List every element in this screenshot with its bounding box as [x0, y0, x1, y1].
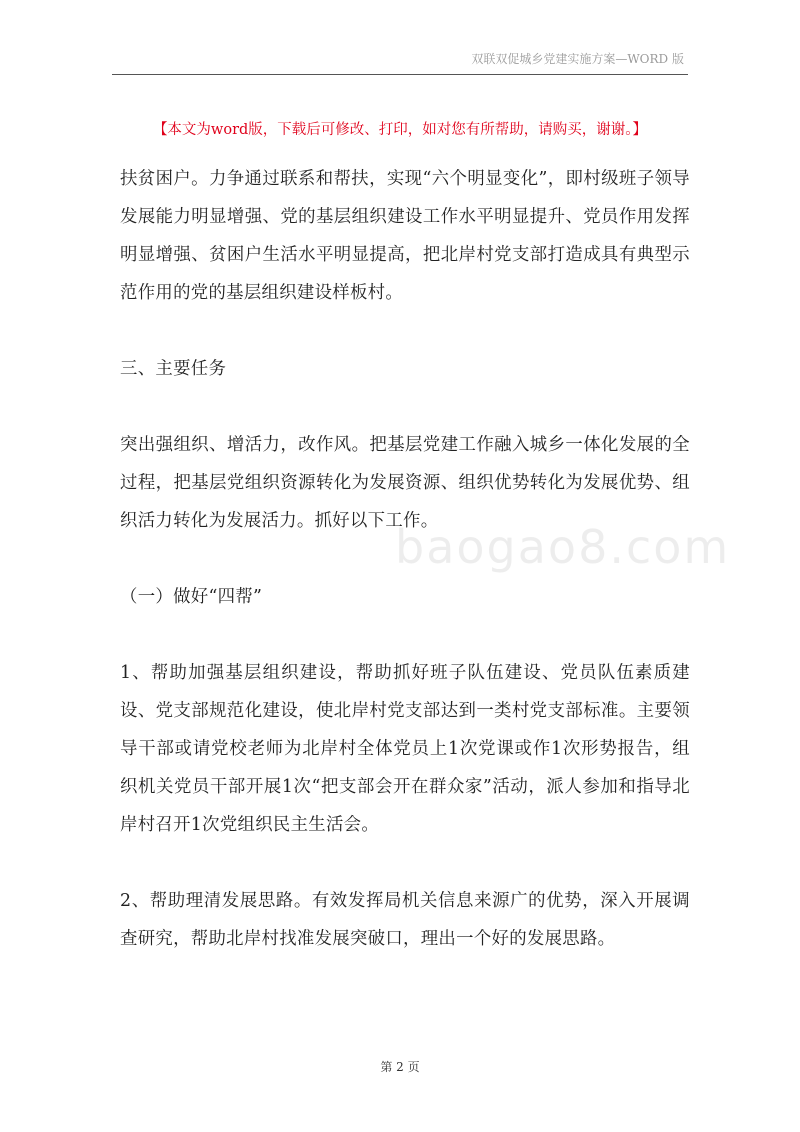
section-heading-main-tasks: 三、主要任务	[120, 359, 227, 379]
download-notice: 【本文为word版，下载后可修改、打印，如对您有所帮助，请购买，谢谢。】	[152, 122, 648, 138]
document-body	[120, 160, 690, 958]
paragraph-spacer	[120, 616, 690, 654]
paragraph-goal: 扶贫困户。力争通过联系和帮扶，实现“六个明显变化”，即村级班子领导发展能力明显增强、党的基层组织建设工作水平明显提升、党员作用发挥明显增强、贫困户生活水平明显提高，把北岸村党支部打造成具有典型示范作用的党的基层组织建设样板村。	[120, 169, 690, 303]
paragraph-spacer	[120, 388, 690, 426]
page-number: 第 2 页	[380, 1060, 420, 1074]
paragraph-overview: 突出强组织、增活力，改作风。把基层党建工作融入城乡一体化发展的全过程，把基层党组织资源转化为发展资源、组织优势转化为发展优势、组织活力转化为发展活力。抓好以下工作。	[120, 435, 690, 531]
paragraph-spacer	[120, 844, 690, 882]
paragraph-spacer	[120, 312, 690, 350]
header-divider	[112, 74, 688, 75]
document-header-title: 双联双促城乡党建实施方案—WORD 版	[471, 52, 684, 66]
paragraph-spacer	[120, 540, 690, 578]
watermark-text: baogao8.com	[395, 520, 731, 574]
subsection-heading-four-helps: （一）做好“四帮”	[120, 587, 263, 607]
paragraph-item-1: 1、帮助加强基层组织建设，帮助抓好班子队伍建设、党员队伍素质建设、党支部规范化建设，使北岸村党支部达到一类村党支部标准。主要领导干部或请党校老师为北岸村全体党员上1次党课或作1次形势报告，组织机关党员干部开展1次“把支部会开在群众家”活动，派人参加和指导北岸村召开1次党组织民主生活会。	[120, 663, 690, 835]
paragraph-item-2: 2、帮助理清发展思路。有效发挥局机关信息来源广的优势，深入开展调查研究，帮助北岸村找准发展突破口，理出一个好的发展思路。	[120, 891, 690, 949]
